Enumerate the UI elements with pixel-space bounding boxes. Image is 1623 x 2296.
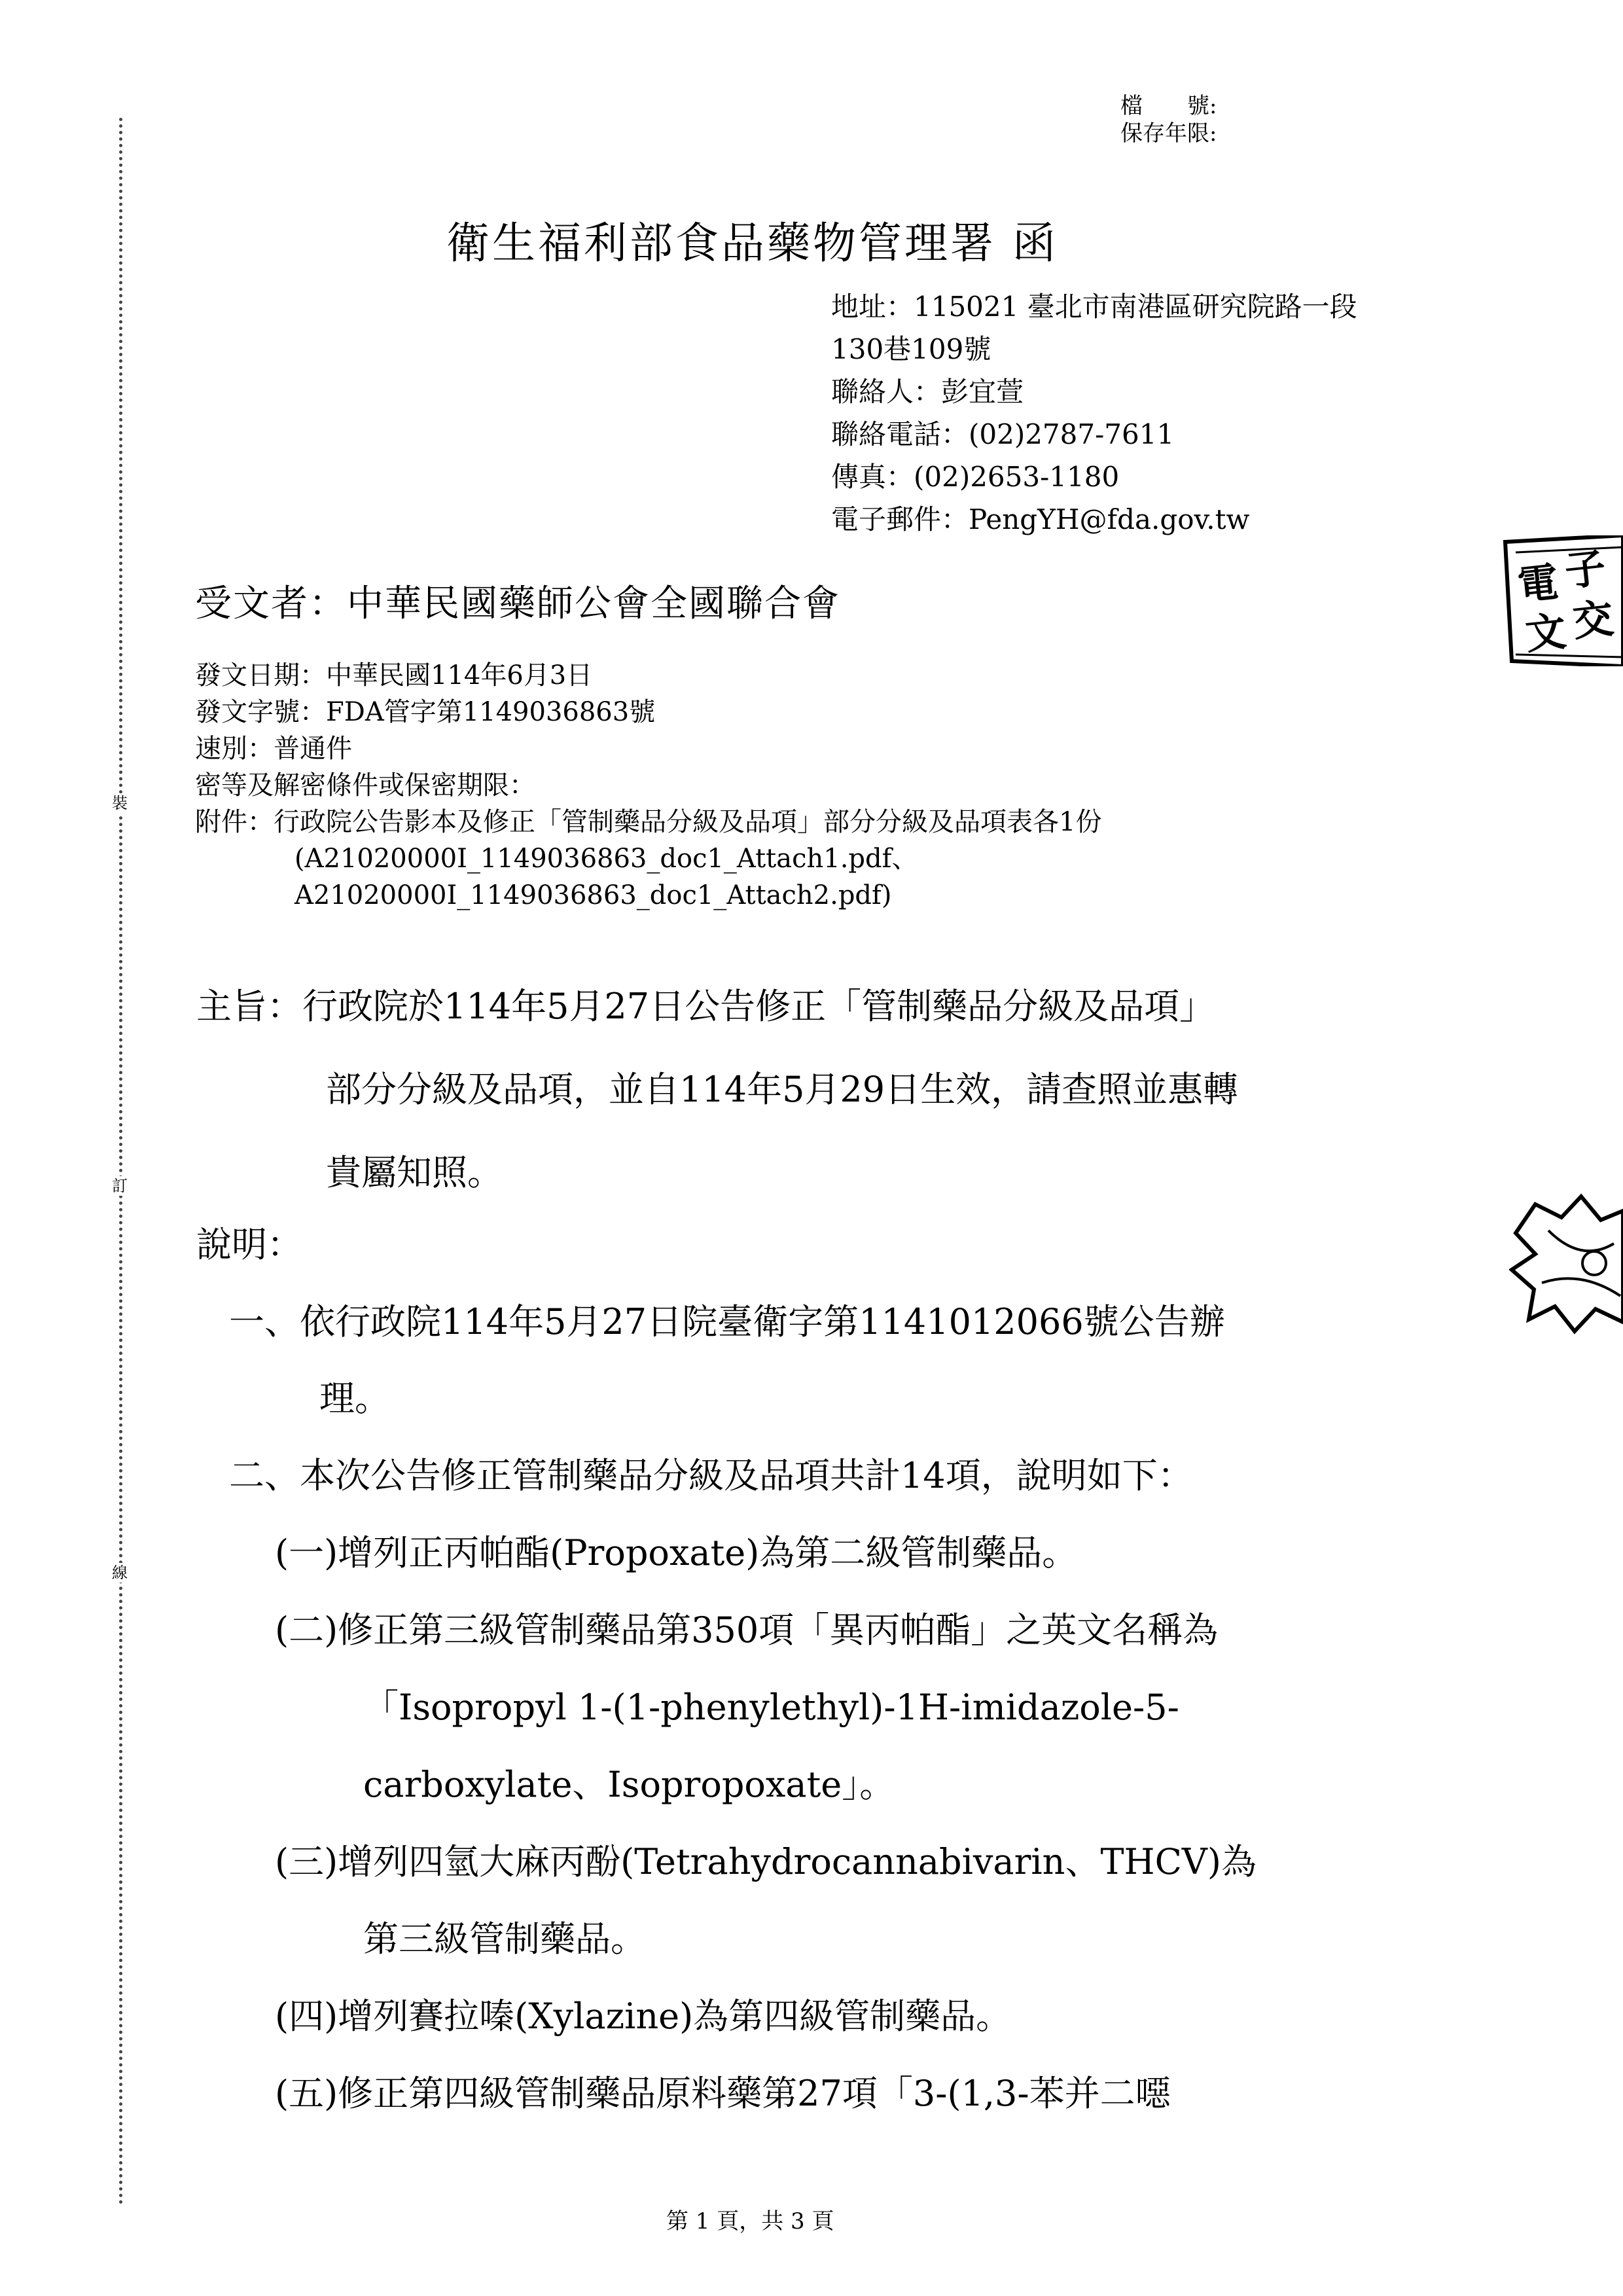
contact-fax: 傳真：(02)2653-1180 [831,461,1120,493]
sub-item-2-line-3: carboxylate、Isopropoxate」。 [363,1764,895,1805]
attachment: 附件：行政院公告影本及修正「管制藥品分級及品項」部分分級及品項表各1份 [195,807,1102,837]
document-number: 發文字號：FDA管字第1149036863號 [195,697,656,727]
subject-line-3: 貴屬知照。 [326,1152,503,1193]
sub-item-2-line-2: 「Isopropyl 1-(1-phenylethyl)-1H-imidazole-5- [363,1687,1179,1728]
sub-item-2-line-1: (二)修正第三級管制藥品第350項「異丙帕酯」之英文名稱為 [275,1609,1219,1651]
binding-mark-bind: 裝 [110,793,130,813]
subject-line-2: 部分分級及品項，並自114年5月29日生效，請查照並惠轉 [326,1069,1239,1110]
electronic-exchange-seal [1496,535,1623,666]
issue-date: 發文日期：中華民國114年6月3日 [195,660,593,691]
contact-person: 聯絡人：彭宜萱 [831,376,1024,408]
retention-period-label: 保存年限: [1120,120,1217,147]
address-line-1: 地址：115021 臺北市南港區研究院路一段 [831,291,1357,323]
explanation-heading: 說明： [196,1224,302,1265]
explanation-item-1-line-1: 一、依行政院114年5月27日院臺衛字第1141012066號公告辦 [229,1301,1225,1342]
security-level: 密等及解密條件或保密期限： [195,770,535,800]
sub-item-5-line-1: (五)修正第四級管制藥品原料藥第27項「3-(1,3-苯并二噁 [275,2073,1171,2114]
sub-item-1: (一)增列正丙帕酯(Propoxate)為第二級管制藥品。 [275,1532,1078,1573]
binding-margin-line [119,118,122,2206]
delivery-speed: 速別：普通件 [195,734,352,764]
subject-line-1: 主旨：行政院於114年5月27日公告修正「管制藥品分級及品項」 [196,986,1215,1027]
binding-mark-line: 線 [110,1563,130,1583]
explanation-item-1-line-2: 理。 [319,1378,390,1419]
binding-mark-staple: 訂 [110,1176,130,1196]
seam-stamp [1509,1191,1623,1335]
sub-item-3-line-1: (三)增列四氫大麻丙酚(Tetrahydrocannabivarin、THCV)為 [275,1841,1257,1882]
address-line-2: 130巷109號 [831,333,991,365]
sub-item-3-line-2: 第三級管制藥品。 [363,1918,646,1960]
svg-text:交: 交 [1570,594,1616,646]
recipient: 受文者：中華民國藥師公會全國聯合會 [195,583,840,625]
attachment-file-2: A21020000I_1149036863_doc1_Attach2.pdf) [294,880,892,910]
contact-phone: 聯絡電話：(02)2787-7611 [831,418,1175,450]
explanation-item-2: 二、本次公告修正管制藥品分級及品項共計14項，說明如下： [229,1455,1193,1496]
sub-item-4: (四)增列賽拉嗪(Xylazine)為第四級管制藥品。 [275,1996,1012,2037]
document-title: 衛生福利部食品藥物管理署 函 [446,218,1058,268]
svg-text:子: 子 [1562,543,1608,596]
file-number-label: 檔 號: [1120,93,1217,119]
svg-text:電: 電 [1515,558,1561,610]
contact-email: 電子郵件：PengYH@fda.gov.tw [831,503,1250,535]
page-footer: 第 1 頁，共 3 頁 [666,2208,834,2234]
svg-text:文: 文 [1523,607,1569,659]
attachment-file-1: (A21020000I_1149036863_doc1_Attach1.pdf、 [294,844,918,874]
